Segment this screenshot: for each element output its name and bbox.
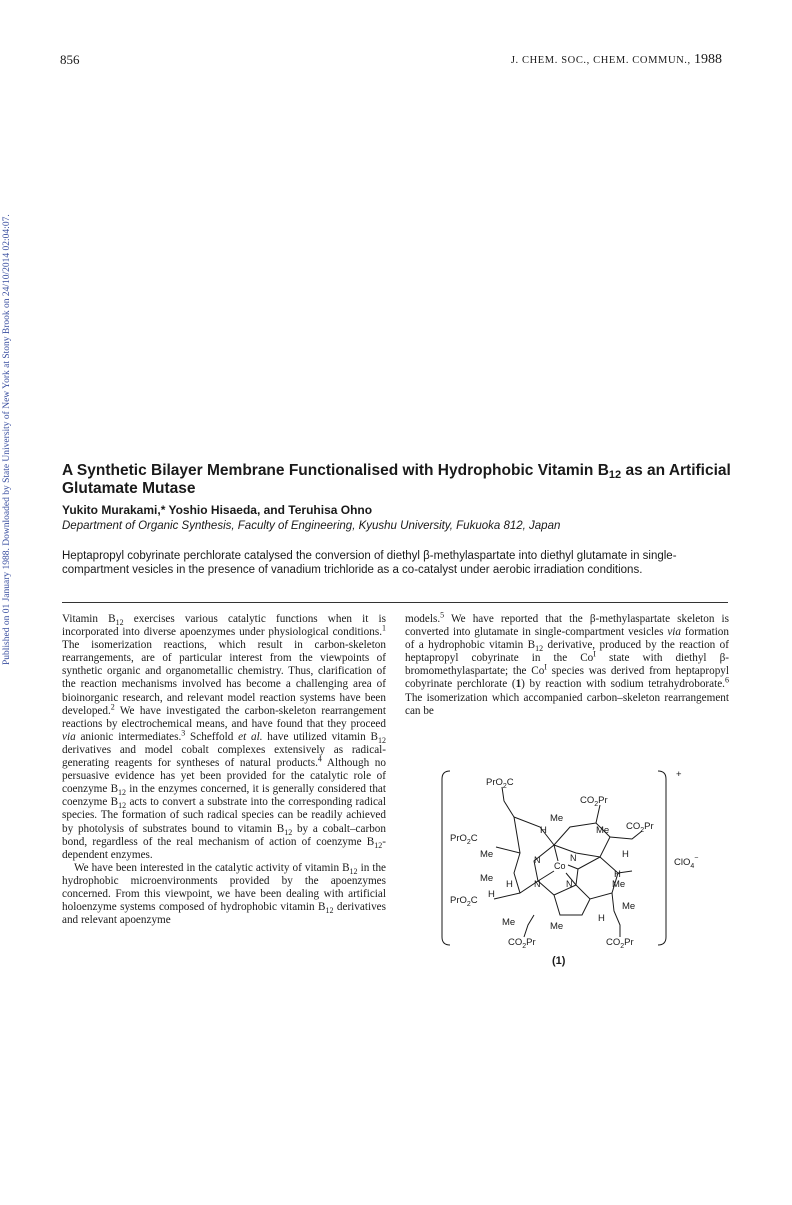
- methyl-label-1: Me: [550, 813, 564, 824]
- ring-c: [576, 857, 618, 899]
- structure-labels: [450, 769, 698, 950]
- side-chain-4: [496, 847, 520, 853]
- methyl-label-6: Me: [622, 901, 636, 912]
- structure-caption: (1): [552, 955, 566, 967]
- paragraph-2: We have been interested in the catalytic activity of vitamin $B_{12}$ in the hydrophobic microenvironments provided by the apoenzymes concerned. From this viewpoint, we have been dealing with artificial holoenzyme systems composed of hydrophobic vitamin $B_{12}$ derivatives and relevant apoenzyme: [62, 861, 386, 927]
- side-chain-5: [494, 893, 520, 899]
- title-part1: A Synthetic Bilayer Membrane Functionalised with Hydrophobic Vitamin B: [62, 462, 609, 479]
- substituent-co2pr-br: $CO_2Pr$: [606, 937, 634, 950]
- paragraph-1: Vitamin $B_{12}$ exercises various catalytic functions when it is incorporated into diverse apoenzymes under physiological conditions.$^1$ The isomerization reactions, which result in carbon-skeleton rearrangements, are of particular interest from the viewpoints of synthetic organic and organometallic chemistry. Thus, clarification of the reaction mechanisms involved has become a challenging area of bioinorganic research, and relevant model reaction systems have been developed.$^2$ We have investigated the carbon-skeleton rearrangement reactions by electrochemical means, and have found that they proceed via anionic intermediates.$^3$ Scheffold et al. have utilized vitamin $B_{12}$ derivatives and model cobalt complexes extensively as radical-generating reagents for syntheses of natural products.$^4$ Although no persuasive evidence has yet been provided for the catalytic role of coenzyme $B_{12}$ in the enzymes concerned, it is generally considered that coenzyme $B_{12}$ acts to convert a substrate into the corresponding radical species. The formation of such radical species can be readily achieved by photolysis of substrates bound to vitamin $B_{12}$ by a cobalt–carbon bond, regardless of the real mechanism of action of coenzyme $B_{12}$-dependent enzymes.: [62, 613, 387, 861]
- hydrogen-label-5: H: [488, 889, 495, 900]
- side-chain-3: [610, 831, 642, 839]
- methyl-label-5: Me: [612, 879, 626, 890]
- right-column: [405, 610, 729, 718]
- journal-header: [511, 52, 722, 68]
- side-chain-6: [524, 915, 534, 937]
- ring-d: [538, 881, 590, 915]
- hydrogen-label-2: H: [622, 849, 629, 860]
- article-affiliation: Department of Organic Synthesis, Faculty of Engineering, Kyushu University, Fukuoka 812, Japan: [62, 520, 561, 532]
- substituent-pro2c-left2: PrO$_2$C: [450, 895, 478, 908]
- side-chain-1: [502, 787, 514, 817]
- side-chain-7: [612, 893, 620, 937]
- left-column: [62, 613, 386, 927]
- hydrogen-label-3: H: [614, 869, 621, 880]
- methyl-label-3: Me: [480, 849, 494, 860]
- title-part2: as an Artificial Glutamate Mutase: [62, 462, 731, 497]
- hydrogen-label-4: H: [506, 879, 513, 890]
- article-title: [62, 462, 752, 498]
- methyl-label-8: Me: [550, 921, 564, 932]
- journal-year: 1988: [694, 52, 722, 67]
- methyl-label-2: Me: [596, 825, 610, 836]
- substituent-pro2c-left1: PrO$_2$C: [450, 833, 478, 846]
- substituent-co2pr-right: $CO_2Pr$: [626, 821, 654, 834]
- structure-diagram: [436, 765, 699, 955]
- left-bracket: [442, 771, 450, 945]
- article-authors: Yukito Murakami,* Yoshio Hisaeda, and Teruhisa Ohno: [62, 503, 373, 517]
- article-abstract: Heptapropyl cobyrinate perchlorate catalysed the conversion of diethyl β-methylaspartate into diethyl glutamate in single-compartment vesicles in the presence of vanadium trichloride as a co-catalyst under aerobic irradiation conditions.: [62, 550, 677, 576]
- journal-name: J. CHEM. SOC., CHEM. COMMUN.,: [510, 55, 691, 66]
- nitrogen-label-2: N: [570, 853, 577, 863]
- page-number: 856: [60, 52, 80, 67]
- title-subscript: 12: [608, 469, 622, 481]
- right-bracket: [658, 771, 666, 945]
- divider-rule: [62, 602, 728, 603]
- download-note: [2, 214, 16, 1205]
- nitrogen-label-3: N: [534, 879, 541, 889]
- methyl-label-4: Me: [480, 873, 494, 884]
- substituent-pro2c-top: PrO$_2$C: [486, 777, 514, 790]
- structure-lines: [442, 771, 666, 945]
- hydrogen-label-1: H: [540, 825, 547, 836]
- hydrogen-label-6: H: [598, 913, 605, 924]
- methyl-label-7: Me: [502, 917, 516, 928]
- download-note-text: Published on 01 January 1988. Downloaded by State University of New York at Stony Brook on 24/10/2014 02:04:07.: [2, 214, 12, 665]
- nitrogen-label-4: N: [566, 879, 573, 889]
- cobalt-label: Co: [554, 861, 566, 871]
- nitrogen-label-1: N: [534, 855, 541, 865]
- paragraph-3: models.$^5$ We have reported that the β-methylaspartate skeleton is converted into glutamate in single-compartment vesicles via formation of a hydrophobic vitamin $B_{12}$ derivative, produced by the reaction of heptapropyl cobyrinate in the $Co^I$ state with diethyl β-bromomethylaspartate; the $Co^I$ species was derived from heptapropyl cobyrinate perchlorate (1) by reaction with sodium tetrahydroborate.$^6$ The isomerization which accompanied carbon–skeleton rearrangement can be: [405, 610, 729, 717]
- substituent-co2pr-bl: $CO_2Pr$: [508, 937, 536, 950]
- counterion-label: ClO$_4$−: [674, 855, 699, 870]
- substituent-co2pr-top: $CO_2Pr$: [580, 795, 608, 808]
- charge-label: +: [676, 769, 682, 780]
